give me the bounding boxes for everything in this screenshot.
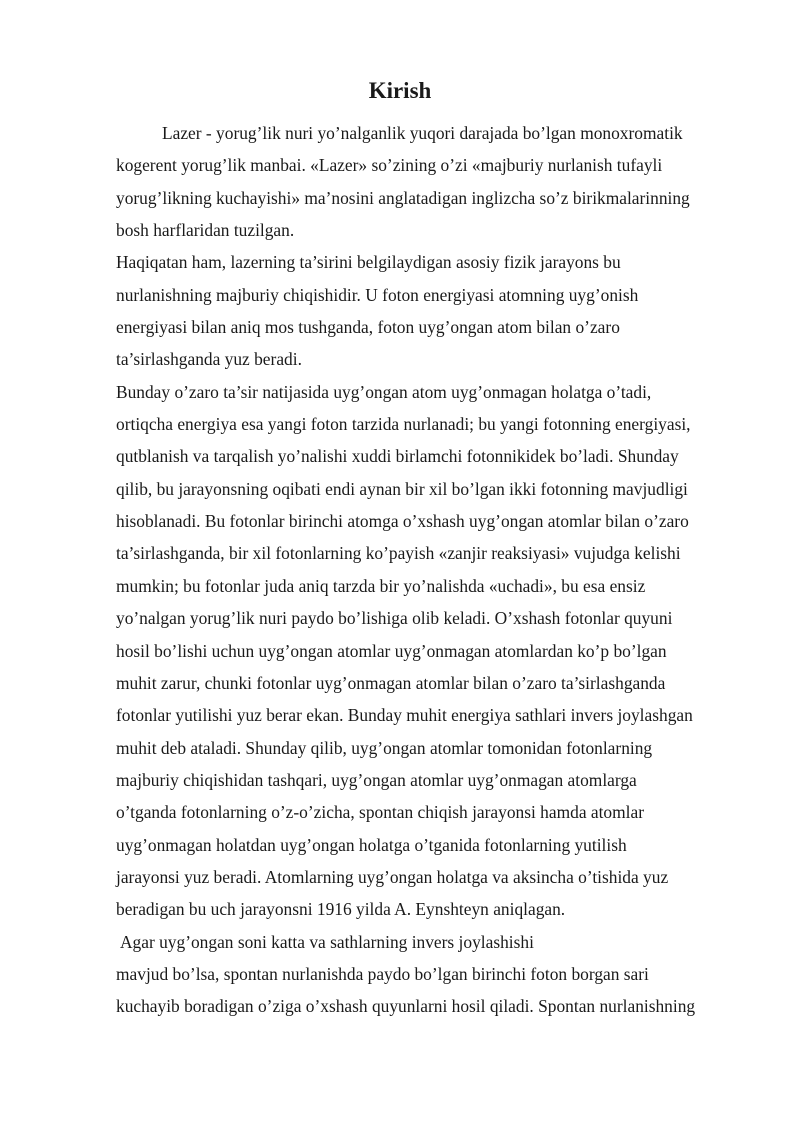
text-line: mavjud bo’lsa, spontan nurlanishda paydo bo’lgan birinchi foton borgan sari <box>116 963 649 984</box>
text-line: uyg’onmagan holatdan uyg’ongan holatga o’tganida fotonlarning yutilish <box>116 834 627 855</box>
text-line: Lazer - yorug’lik nuri yo’nalganlik yuqori darajada bo’lgan monoxromatik <box>162 123 683 143</box>
text-line: kuchayib boradigan o’ziga o’xshash quyunlarni hosil qiladi. Spontan nurlanishning <box>116 996 696 1017</box>
text-line: Haqiqatan ham, lazerning ta’sirini belgilaydigan asosiy fizik jarayons bu <box>116 252 621 273</box>
text-line: hisoblanadi. Bu fotonlar birinchi atomga o’xshash uyg’ongan atomlar bilan o’zaro <box>116 511 689 532</box>
text-line: energiyasi bilan aniq mos tushganda, foton uyg’ongan atom bilan o’zaro <box>116 317 620 338</box>
text-line: qutblanish va tarqalish yo’nalishi xuddi birlamchi fotonnikidek bo’ladi. Shunday <box>116 446 679 467</box>
text-line: mumkin; bu fotonlar juda aniq tarzda bir yo’nalishda «uchadi», bu esa ensiz <box>116 575 646 596</box>
text-line: beradigan bu uch jarayonsni 1916 yilda A. Eynshteyn aniqlagan. <box>116 899 566 920</box>
text-line: o’tganda fotonlarning o’z-o’zicha, spontan chiqish jarayonsi hamda atomlar <box>116 802 644 823</box>
text-line: ta’sirlashganda, bir xil fotonlarning ko’payish «zanjir reaksiyasi» vujudga kelishi <box>116 543 681 564</box>
text-line: Agar uyg’ongan soni katta va sathlarning invers joylashishi <box>120 931 534 952</box>
text-line: muhit zarur, chunki fotonlar uyg’onmagan atomlar bilan o’zaro ta’sirlashganda <box>116 672 666 693</box>
text-line: jarayonsi yuz beradi. Atomlarning uyg’ongan holatga va aksincha o’tishida yuz <box>116 866 669 887</box>
text-line: fotonlar yutilishi yuz berar ekan. Bunday muhit energiya sathlari invers joylashgan <box>116 705 693 726</box>
text-line: kogerent yorug’lik manbai. «Lazer» so’zining o’zi «majburiy nurlanish tufayli <box>116 155 663 176</box>
text-line: muhit deb ataladi. Shunday qilib, uyg’ongan atomlar tomonidan fotonlarning <box>116 737 653 758</box>
text-line: ta’sirlashganda yuz beradi. <box>116 349 302 370</box>
text-line: majburiy chiqishidan tashqari, uyg’ongan atomlar uyg’onmagan atomlarga <box>116 769 637 790</box>
text-line: hosil bo’lishi uchun uyg’ongan atomlar uyg’onmagan atomlardan ko’p bo’lgan <box>116 640 667 661</box>
text-line: yorug’likning kuchayishi» ma’nosini anglatadigan inglizcha so’z birikmalarinning <box>116 187 690 208</box>
text-line: bosh harflaridan tuzilgan. <box>116 220 295 241</box>
text-line: Bunday o’zaro ta’sir natijasida uyg’ongan atom uyg’onmagan holatga o’tadi, <box>116 381 652 402</box>
body-text <box>116 117 744 1023</box>
page-title: Kirish <box>368 78 432 103</box>
text-line: ortiqcha energiya esa yangi foton tarzida nurlanadi; bu yangi fotonning energiyasi, <box>116 414 691 435</box>
text-line: qilib, bu jarayonsning oqibati endi aynan bir xil bo’lgan ikki fotonning mavjudligi <box>116 478 688 499</box>
text-line: yo’nalgan yorug’lik nuri paydo bo’lishiga olib keladi. O’xshash fotonlar quyuni <box>116 608 673 629</box>
text-line: nurlanishning majburiy chiqishidir. U foton energiyasi atomning uyg’onish <box>116 284 639 305</box>
